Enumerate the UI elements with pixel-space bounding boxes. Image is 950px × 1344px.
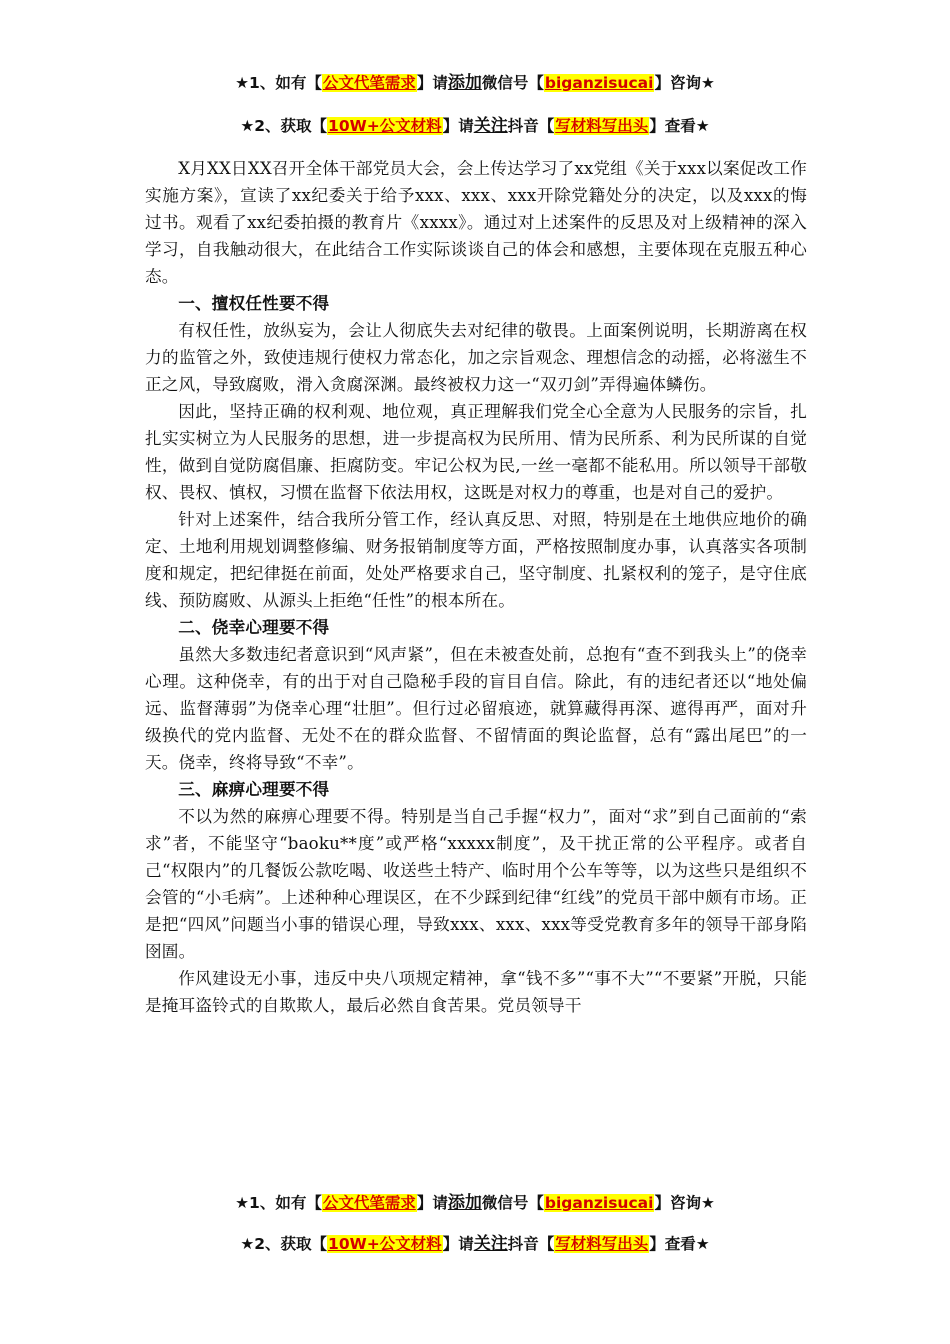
header-1-suffix: 】咨询★ [654, 74, 715, 92]
header-2-highlight-account: 写材料写出头 [555, 117, 649, 135]
header-2-mid2: 抖音【 [507, 117, 555, 135]
document-body [145, 155, 807, 1019]
footer-2-prefix: ★2、获取【 [240, 1235, 328, 1253]
footer-line-2 [0, 1229, 950, 1254]
footer-2-highlight-account: 写材料写出头 [555, 1235, 649, 1253]
header-line-2 [0, 111, 950, 136]
header-1-highlight-wechat-id: biganzisucai [544, 74, 654, 92]
header-1-highlight-service: 公文代笔需求 [322, 74, 416, 92]
section-1-paragraph-2: 因此，坚持正确的权利观、地位观，真正理解我们党全心全意为人民服务的宗旨，扎扎实实树立为人民服务的思想，进一步提高权为民所用、情为民所系、利为民所谋的自觉性，做到自觉防腐倡廉、拒腐防变。牢记公权为民,一丝一毫都不能私用。所以领导干部敬权、畏权、慎权，习惯在监督下依法用权，这既是对权力的尊重，也是对自己的爱护。 [145, 402, 807, 502]
footer-line-1 [0, 1188, 950, 1213]
section-1-paragraph-3: 针对上述案件，结合我所分管工作，经认真反思、对照，特别是在土地供应地价的确定、土地利用规划调整修编、财务报销制度等方面，严格按照制度办事，认真落实各项制度和规定，把纪律挺在前面，处处严格要求自己，坚守制度、扎紧权利的笼子，是守住底线、预防腐败、从源头上拒绝“任性”的根本所在。 [145, 510, 807, 610]
footer-1-suffix: 】咨询★ [654, 1194, 715, 1212]
footer-2-suffix: 】查看★ [649, 1235, 710, 1253]
header-2-highlight-materials: 10W+公文材料 [328, 117, 442, 135]
footer-2-highlight-materials: 10W+公文材料 [328, 1235, 442, 1253]
footer-1-mid1: 】请 [416, 1194, 448, 1212]
section-3-paragraph-1: 不以为然的麻痹心理要不得。特别是当自己手握“权力”，面对“求”到自己面前的“索求”者，不能坚守“baoku**度”或严格“xxxxx制度”，及干扰正常的公平程序。或者自己“权限内”的几餐饭公款吃喝、收送些土特产、临时用个公车等等，以为这些只是组织不会管的“小毛病”。上述种种心理误区，在不少踩到纪律“红线”的党员干部中颇有市场。正是把“四风”问题当小事的错误心理，导致xxx、xxx、xxx等受党教育多年的领导干部身陷囹圄。 [145, 807, 807, 961]
section-3-heading: 三、麻痹心理要不得 [178, 780, 330, 799]
footer-2-mid1: 】请 [442, 1235, 474, 1253]
footer-1-highlight-service: 公文代笔需求 [322, 1194, 416, 1212]
section-2-heading: 二、侥幸心理要不得 [178, 618, 330, 637]
footer-1-mid2: 微信号【 [481, 1194, 544, 1212]
header-line-1 [0, 68, 950, 93]
footer-1-emph: 添加 [447, 1193, 482, 1213]
section-1-heading: 一、擅权任性要不得 [178, 294, 330, 313]
section-1-paragraph-1: 有权任性，放纵妄为，会让人彻底失去对纪律的敬畏。上面案例说明，长期游离在权力的监管之外，致使违规行使权力常态化，加之宗旨观念、理想信念的动摇，必将滋生不正之风，导致腐败，滑入贪腐深渊。最终被权力这一“双刃剑”弄得遍体鳞伤。 [145, 321, 807, 394]
header-2-prefix: ★2、获取【 [240, 117, 328, 135]
header-2-suffix: 】查看★ [649, 117, 710, 135]
header-2-mid1: 】请 [442, 117, 474, 135]
section-3-paragraph-2: 作风建设无小事，违反中央八项规定精神，拿“钱不多”“事不大”“不要紧”开脱，只能是掩耳盗铃式的自欺欺人，最后必然自食苦果。党员领导干 [145, 969, 807, 1015]
header-1-mid2: 微信号【 [481, 74, 544, 92]
footer-1-highlight-wechat-id: biganzisucai [544, 1194, 654, 1212]
header-1-mid1: 】请 [416, 74, 448, 92]
section-2-paragraph-1: 虽然大多数违纪者意识到“风声紧”，但在未被查处前，总抱有“查不到我头上”的侥幸心理。这种侥幸，有的出于对自己隐秘手段的盲目自信。除此，有的违纪者还以“地处偏远、监督薄弱”为侥幸心理“壮胆”。但行过必留痕迹，就算藏得再深、遮得再严，面对升级换代的党内监督、无处不在的群众监督、不留情面的舆论监督，总有“露出尾巴”的一天。侥幸，终将导致“不幸”。 [145, 645, 807, 772]
footer-2-mid2: 抖音【 [507, 1235, 555, 1253]
header-1-emph: 添加 [447, 73, 482, 93]
header-2-emph: 关注 [473, 116, 508, 136]
footer-1-prefix: ★1、如有【 [235, 1194, 322, 1212]
footer-2-emph: 关注 [473, 1234, 508, 1254]
intro-paragraph: X月XX日XX召开全体干部党员大会，会上传达学习了xx党组《关于xxx以案促改工作实施方案》，宣读了xx纪委关于给予xxx、xxx、xxx开除党籍处分的决定，以及xxx的悔过书。观看了xx纪委拍摄的教育片《xxxx》。通过对上述案件的反思及对上级精神的深入学习，自我触动很大，在此结合工作实际谈谈自己的体会和感想，主要体现在克服五种心态。 [145, 159, 807, 286]
header-1-prefix: ★1、如有【 [235, 74, 322, 92]
